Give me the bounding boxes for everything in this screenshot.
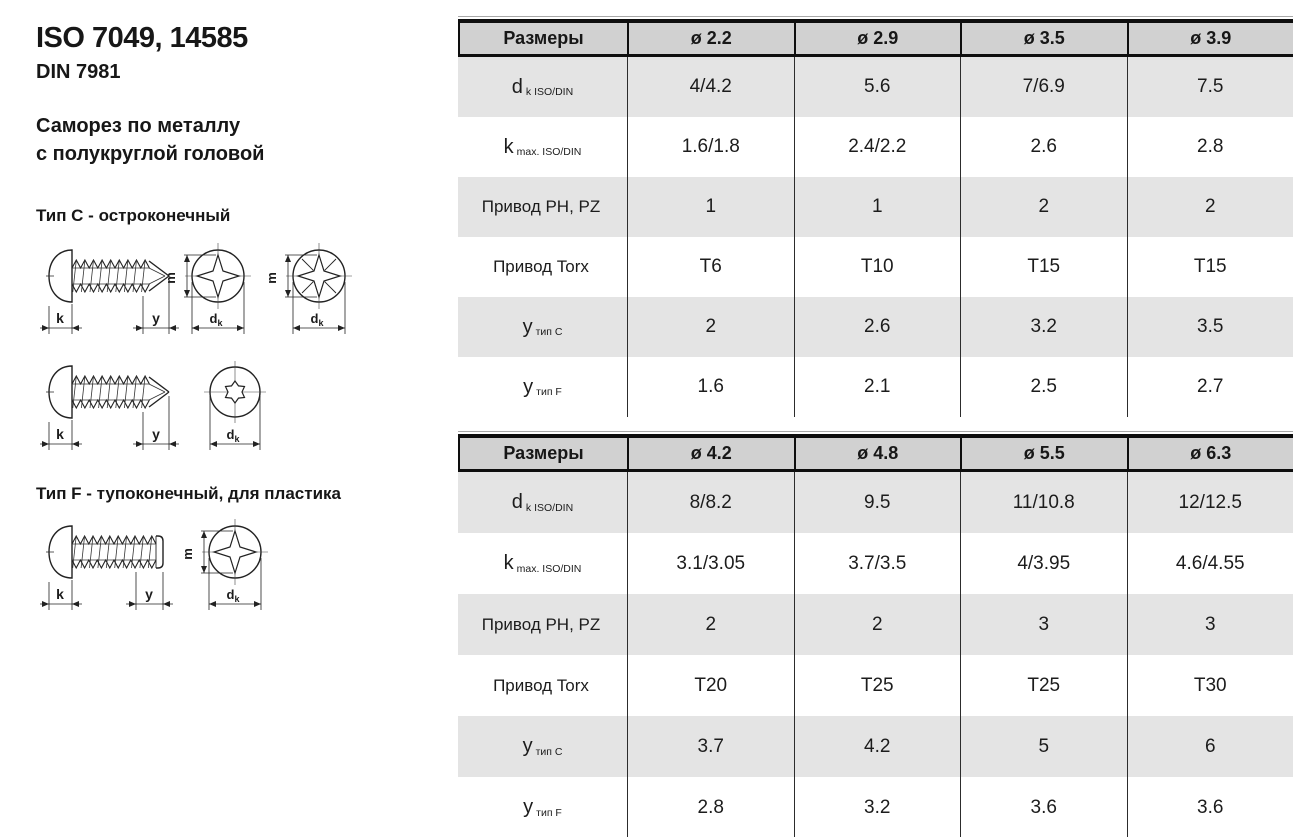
k-dimension-label: k bbox=[56, 426, 64, 442]
column-header: ø 2.2 bbox=[627, 19, 794, 57]
table-row bbox=[458, 297, 1293, 357]
table-corner-header: Размеры bbox=[458, 19, 627, 57]
table-row bbox=[458, 716, 1293, 777]
cell-value: 5 bbox=[960, 716, 1127, 777]
cell-value: 3.7 bbox=[627, 716, 794, 777]
cell-value: 1 bbox=[794, 177, 961, 237]
row-label: d k ISO/DIN bbox=[458, 472, 627, 533]
cell-value: 1.6 bbox=[627, 357, 794, 417]
cell-value: 1 bbox=[627, 177, 794, 237]
cell-value: 6 bbox=[1127, 716, 1294, 777]
size-table-large-diameters bbox=[458, 431, 1293, 837]
cell-value: 3.5 bbox=[1127, 297, 1294, 357]
product-description bbox=[36, 112, 264, 168]
table-corner-header: Размеры bbox=[458, 434, 627, 472]
cell-value: 12/12.5 bbox=[1127, 472, 1294, 533]
row-label: Привод PH, PZ bbox=[458, 177, 627, 237]
dk-dimension-label: $d_k$ bbox=[226, 427, 240, 444]
cell-value: 7.5 bbox=[1127, 57, 1294, 117]
cell-value: 2.1 bbox=[794, 357, 961, 417]
cell-value: 2.7 bbox=[1127, 357, 1294, 417]
row-label: Привод PH, PZ bbox=[458, 594, 627, 655]
table-row bbox=[458, 472, 1293, 533]
type-f-heading: Тип F - тупоконечный, для пластика bbox=[36, 484, 341, 503]
column-header: ø 6.3 bbox=[1127, 434, 1294, 472]
cell-value: T6 bbox=[627, 237, 794, 297]
type-c-ph-pz-drawing bbox=[38, 238, 358, 342]
screw-drawing-type-c bbox=[38, 238, 358, 342]
table-row bbox=[458, 594, 1293, 655]
pozidriv-head-view bbox=[264, 243, 352, 334]
cell-value: 3.1/3.05 bbox=[627, 533, 794, 594]
description-line-2: с полукруглой головой bbox=[36, 143, 265, 165]
cell-value: 1.6/1.8 bbox=[627, 117, 794, 177]
cell-value: 2.8 bbox=[1127, 117, 1294, 177]
cell-value: 3.7/3.5 bbox=[794, 533, 961, 594]
cell-value: 2 bbox=[627, 297, 794, 357]
row-label: k max. ISO/DIN bbox=[458, 117, 627, 177]
k-dimension-label: k bbox=[56, 310, 64, 326]
cell-value: 2.4/2.2 bbox=[794, 117, 961, 177]
column-header: ø 2.9 bbox=[794, 19, 961, 57]
table-row bbox=[458, 177, 1293, 237]
cell-value: 8/8.2 bbox=[627, 472, 794, 533]
row-label: d k ISO/DIN bbox=[458, 57, 627, 117]
row-label: y тип F bbox=[458, 357, 627, 417]
cell-value: T15 bbox=[1127, 237, 1294, 297]
dk-dimension-label: $d_k$ bbox=[209, 311, 223, 328]
dk-dimension-label: $d_k$ bbox=[310, 311, 324, 328]
cell-value: T30 bbox=[1127, 655, 1294, 716]
cell-value: 2.6 bbox=[794, 297, 961, 357]
cell-value: T25 bbox=[960, 655, 1127, 716]
y-dimension-label: y bbox=[152, 310, 160, 326]
row-label: Привод Torx bbox=[458, 655, 627, 716]
row-label: y тип C bbox=[458, 297, 627, 357]
dk-dimension-label: $d_k$ bbox=[226, 587, 240, 604]
table-row bbox=[458, 655, 1293, 716]
k-dimension-label: k bbox=[56, 586, 64, 602]
cell-value: 3.2 bbox=[960, 297, 1127, 357]
cell-value: 7/6.9 bbox=[960, 57, 1127, 117]
cell-value: 3.6 bbox=[960, 777, 1127, 837]
column-header: ø 4.2 bbox=[627, 434, 794, 472]
torx-head-view bbox=[204, 361, 266, 450]
cell-value: 5.6 bbox=[794, 57, 961, 117]
screw-drawing-torx bbox=[38, 354, 298, 458]
column-header: ø 3.9 bbox=[1127, 19, 1294, 57]
cell-value: 2 bbox=[794, 594, 961, 655]
cell-value: 3 bbox=[960, 594, 1127, 655]
table-row bbox=[458, 57, 1293, 117]
cell-value: T25 bbox=[794, 655, 961, 716]
table-row bbox=[458, 777, 1293, 837]
table-row bbox=[458, 117, 1293, 177]
cell-value: 4/4.2 bbox=[627, 57, 794, 117]
cell-value: T10 bbox=[794, 237, 961, 297]
cell-value: 2 bbox=[1127, 177, 1294, 237]
row-label: y тип C bbox=[458, 716, 627, 777]
left-panel bbox=[0, 0, 455, 837]
din-standard: DIN 7981 bbox=[36, 61, 121, 83]
page-title: ISO 7049, 14585 bbox=[36, 22, 248, 54]
type-c-heading: Тип C - остроконечный bbox=[36, 206, 231, 225]
table-row bbox=[458, 357, 1293, 417]
cell-value: 4/3.95 bbox=[960, 533, 1127, 594]
description-line-1: Саморез по металлу bbox=[36, 115, 241, 137]
type-f-drawing bbox=[38, 514, 298, 618]
cell-value: 2.6 bbox=[960, 117, 1127, 177]
row-label: y тип F bbox=[458, 777, 627, 837]
table-row bbox=[458, 533, 1293, 594]
y-dimension-label: y bbox=[145, 586, 153, 602]
column-header: ø 5.5 bbox=[960, 434, 1127, 472]
column-header: ø 3.5 bbox=[960, 19, 1127, 57]
column-header: ø 4.8 bbox=[794, 434, 961, 472]
screw-drawing-type-f bbox=[38, 514, 298, 618]
row-label: Привод Torx bbox=[458, 237, 627, 297]
phillips-head-view bbox=[163, 243, 251, 334]
m-dimension-label: m bbox=[264, 272, 279, 284]
type-c-torx-drawing bbox=[38, 354, 298, 458]
m-dimension-label: m bbox=[163, 272, 178, 284]
cell-value: 2.5 bbox=[960, 357, 1127, 417]
cell-value: T15 bbox=[960, 237, 1127, 297]
table-header-row bbox=[458, 19, 1293, 57]
cell-value: 4.2 bbox=[794, 716, 961, 777]
size-table-small-diameters bbox=[458, 16, 1293, 417]
cell-value: 3.2 bbox=[794, 777, 961, 837]
cell-value: 11/10.8 bbox=[960, 472, 1127, 533]
table-row bbox=[458, 237, 1293, 297]
cell-value: 4.6/4.55 bbox=[1127, 533, 1294, 594]
cell-value: 2 bbox=[960, 177, 1127, 237]
cell-value: T20 bbox=[627, 655, 794, 716]
row-label: k max. ISO/DIN bbox=[458, 533, 627, 594]
cell-value: 3 bbox=[1127, 594, 1294, 655]
table-header-row bbox=[458, 434, 1293, 472]
phillips-head-view bbox=[180, 519, 268, 610]
cell-value: 9.5 bbox=[794, 472, 961, 533]
y-dimension-label: y bbox=[152, 426, 160, 442]
cell-value: 2.8 bbox=[627, 777, 794, 837]
m-dimension-label: m bbox=[180, 548, 195, 560]
cell-value: 2 bbox=[627, 594, 794, 655]
cell-value: 3.6 bbox=[1127, 777, 1294, 837]
